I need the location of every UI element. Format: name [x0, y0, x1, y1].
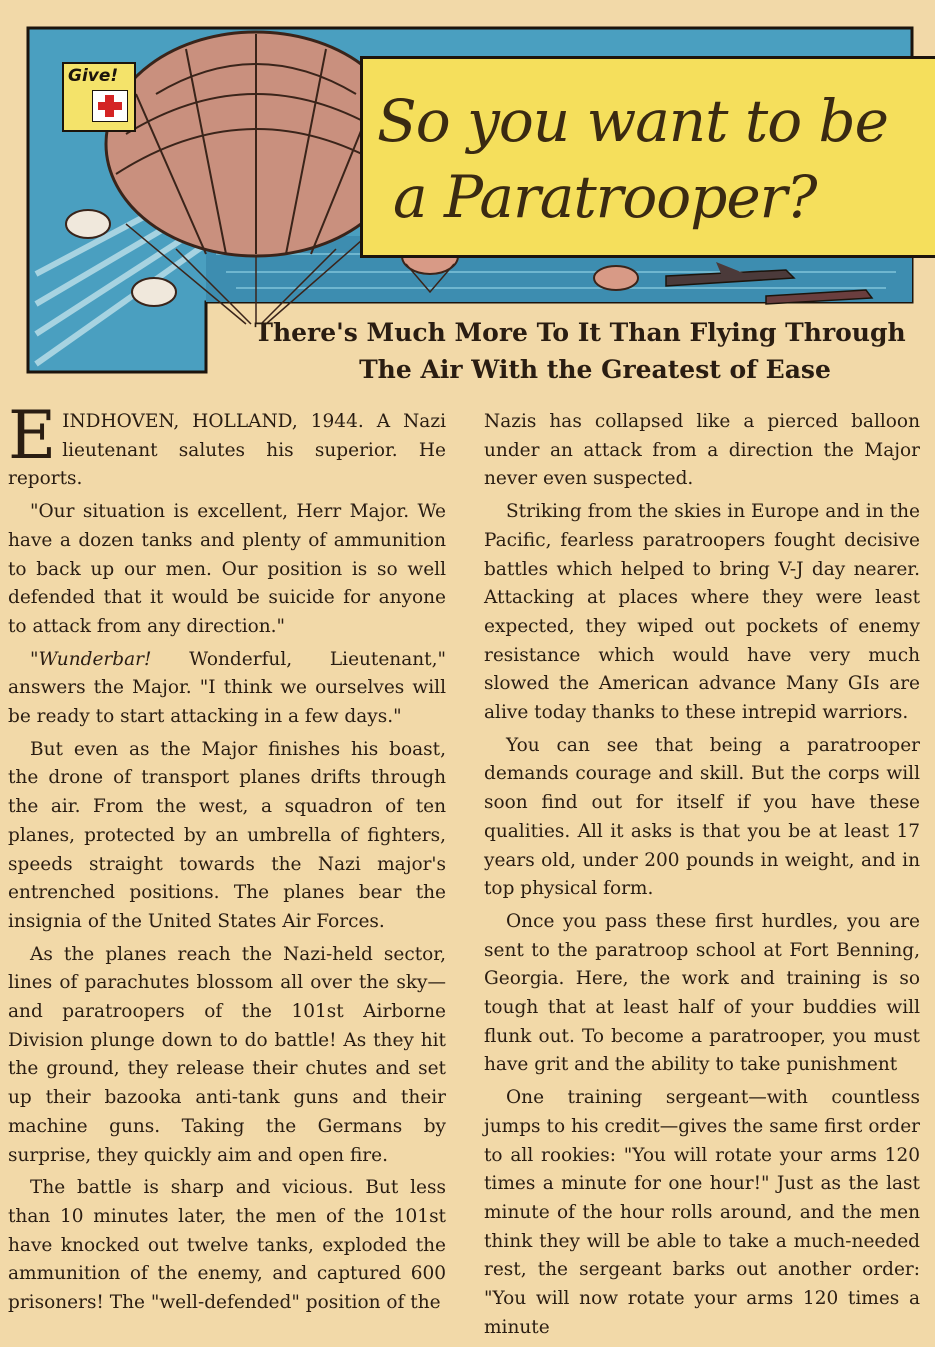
article-right-column — [484, 408, 920, 1347]
paragraph: You can see that being a paratrooper demands courage and skill. But the corps will soon find out for itself if you have these qualities. All it asks is that you be at least 17 years old, under 200 pounds in weight, and in top physical form. — [484, 734, 920, 900]
subtitle — [240, 318, 920, 384]
paragraph: The battle is sharp and vicious. But less than 10 minutes later, the men of the 101st have knocked out twelve tanks, exploded the ammunition of the enemy, and captured 600 prisoners! The "well-defended" position of the — [8, 1177, 446, 1314]
paragraph-text: INDHOVEN, HOLLAND, 1944. A Nazi lieutenant salutes his superior. He reports. — [8, 411, 446, 490]
subtitle-line-1: There's Much More To It Than Flying Through — [254, 318, 906, 347]
subtitle-line-2: The Air With the Greatest of Ease — [359, 355, 831, 384]
emphasis-text: "Wunderbar! — [30, 648, 152, 670]
paragraph-text: Wonderful, Lieutenant," answers the Major. "I think we ourselves will be ready to start attacking in a few days." — [8, 648, 446, 728]
paragraph: "Our situation is excellent, Herr Major. We have a dozen tanks and plenty of ammunition to back up our men. Our position is so well defended that it would be suicide for anyone to attack from any direction." — [8, 501, 446, 637]
article-left-column — [8, 397, 446, 1322]
paragraph — [8, 646, 446, 732]
paragraph: One training sergeant—with countless jumps to his credit—gives the same first order to all rookies: "You will rotate your arms 120 times a minute for one hour!" Just as the last minute of the hour rolls around, and the men think they will be able to take a much-needed rest, the sergeant barks out another order: "You will now rotate your arms 120 times a minute — [484, 1087, 920, 1338]
paragraph: Striking from the skies in Europe and in the Pacific, fearless paratroopers fought decisive battles which helped to bring V-J day nearer. Attacking at places where they were least expected, they wiped out pockets of enemy resistance which would have very much slowed the American advance Many GIs are alive today thanks to these intrepid warriors. — [484, 501, 920, 724]
paragraph: As the planes reach the Nazi-held sector, lines of parachutes blossom all over the sky—and paratroopers of the 101st Airborne Division plunge down to do battle! As they hit the ground, they release their chutes and set up their bazooka anti-tank guns and their machine guns. Taking the Germans by surprise, they quickly aim and open fire. — [8, 943, 446, 1166]
paragraph: But even as the Major finishes his boast, the drone of transport planes drifts through the air. From the west, a squadron of ten planes, protected by an umbrella of fighters, speeds straight towards the Nazi major's entrenched positions. The planes bear the insignia of the United States Air Forces. — [8, 738, 446, 932]
badge-text: Give! — [68, 66, 119, 86]
title-box — [360, 56, 935, 258]
red-cross-badge — [62, 62, 136, 132]
paragraph: Once you pass these first hurdles, you are sent to the paratroop school at Fort Benning, Georgia. Here, the work and training is so tough that at least half of your buddies will flunk out. To become a paratrooper, you must have grit and the ability to take punishment — [484, 910, 920, 1076]
paragraph — [8, 397, 446, 494]
drop-cap: E — [8, 397, 57, 474]
title-line-2: a Paratrooper? — [393, 163, 817, 231]
title-line-1: So you want to be — [377, 87, 889, 155]
red-cross-icon — [92, 90, 128, 122]
paragraph: Nazis has collapsed like a pierced balloon under an attack from a direction the Major never even suspected. — [484, 411, 920, 490]
